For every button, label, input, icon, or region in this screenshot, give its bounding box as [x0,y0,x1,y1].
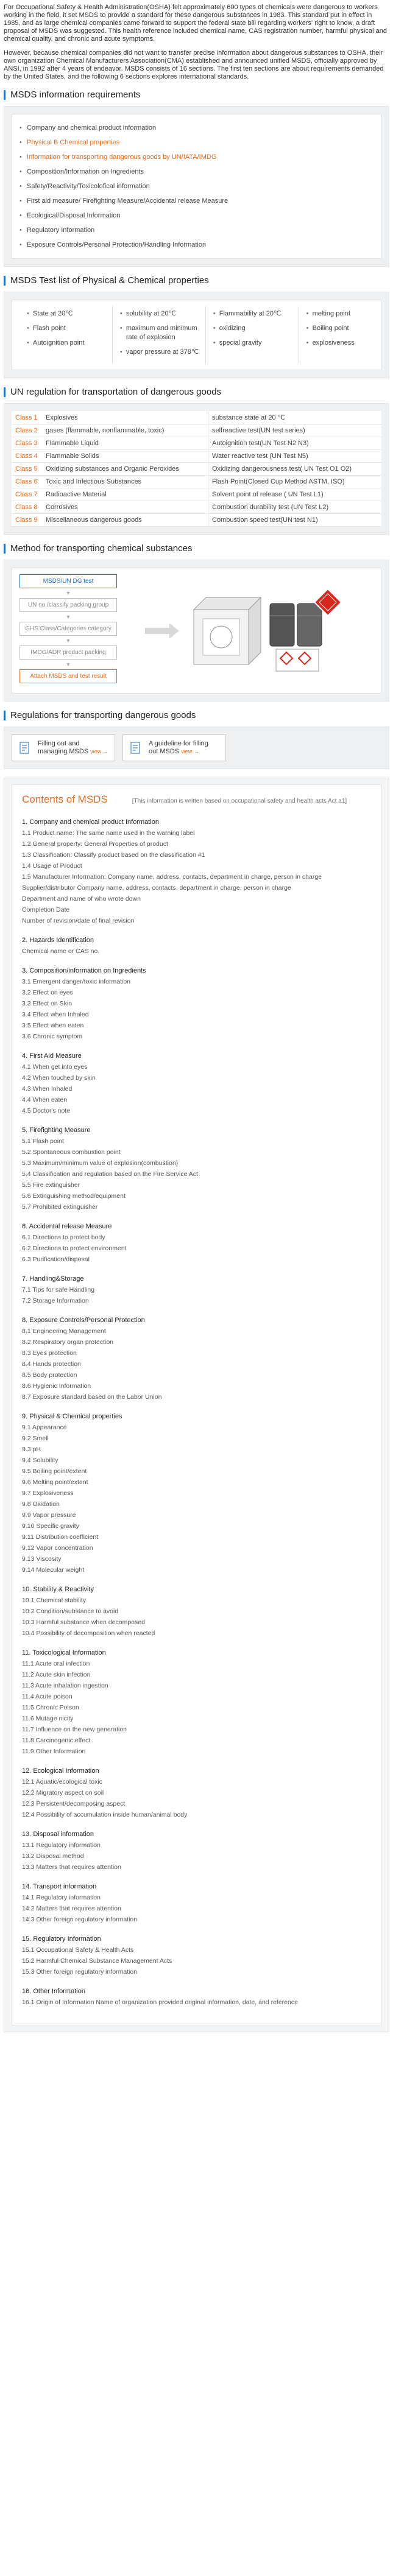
test-item: • Autoignition point [27,339,106,348]
contents-item: 3.1 Emergent danger/toxic information [22,978,131,985]
requirements-card [12,114,381,259]
contents-item: 14.1 Regulatory information [22,1894,101,1901]
contents-section-title: 13. Disposal information [22,1831,94,1838]
contents-item: 9.2 Smell [22,1435,49,1442]
requirement-item: • Information for transporting dangerous goods by UN/IATA/IMDG [19,150,374,164]
un-test-name: Autoignition test(UN Test N2 N3) [208,437,382,450]
un-class-name: Miscellaneous dangerous goods [42,514,208,527]
step-arrow-icon: ▼ [65,590,71,596]
regulation-link-button[interactable] [122,734,226,761]
un-class-label: Class 8 [12,501,42,514]
step-arrow-icon: ▼ [65,638,71,644]
heading-bar-icon [4,90,5,100]
contents-item: 7.1 Tips for safe Handling [22,1286,95,1293]
contents-note: [This information is written based on occupational safety and health acts Act a1] [132,798,347,804]
heading-bar-icon [4,276,5,286]
contents-item: 3.5 Effect when eaten [22,1022,84,1029]
un-title: UN regulation for transportation of dangerous goods [10,387,222,397]
contents-section-title: 11. Toxicological Information [22,1649,106,1656]
contents-item: 3.6 Chronic symptom [22,1033,83,1040]
method-title: Method for transporting chemical substances [10,543,193,554]
contents-section-title: 12. Ecological Information [22,1767,99,1775]
test-item: • vapor pressure at 378℃ [120,348,199,357]
test-column [299,306,374,364]
contents-section [22,1829,371,1873]
contents-section-title: 15. Regulatory Information [22,1935,101,1943]
tests-card [12,300,381,370]
contents-item: 11.6 Mutage nicity [22,1715,74,1722]
contents-item: 9.7 Explosiveness [22,1490,74,1497]
contents-item: 1.3 Classification: Classify product based on the classification #1 [22,851,205,859]
contents-section [22,1584,371,1639]
contents-item: Supplier/distributor Company name, address, contacts, department in charge, person in charge [22,884,291,892]
method-heading [4,543,389,554]
contents-item: 10.3 Harmful substance when decomposed [22,1619,145,1626]
contents-section-title: 10. Stability & Reactivity [22,1586,94,1593]
contents-item: 6.1 Directions to protect body [22,1234,105,1241]
un-test-name: Combustion speed test(UN test N1) [208,514,382,527]
requirement-item: • Ecological/Disposal Information [19,208,374,223]
un-test-name: Oxidizing dangerousness test( UN Test O1 O2) [208,463,382,476]
contents-section-title: 5. Firefighting Measure [22,1127,91,1134]
regulation-link-button[interactable] [12,734,115,761]
test-column [206,306,299,364]
contents-section [22,1221,371,1265]
requirement-item: • Company and chemical product information [19,121,374,135]
contents-section [22,1315,371,1402]
view-link[interactable]: view → [90,748,108,755]
method-step: Attach MSDS and test result [19,669,117,683]
contents-item: 13.1 Regulatory information [22,1842,101,1849]
contents-section-title: 9. Physical & Chemical properties [22,1413,122,1420]
contents-item: 4.4 When eaten [22,1096,68,1103]
un-test-name: Solvent point of release ( UN Test L1) [208,488,382,501]
contents-item: 9.12 Vapor concentration [22,1544,93,1552]
contents-item: 8.1 Engineering Management [22,1328,106,1335]
contents-item: 8.3 Eyes protection [22,1350,77,1357]
contents-item: 11.3 Acute inhalation ingestion [22,1682,108,1689]
contents-item: 5.4 Classification and regulation based on the Fire Service Act [22,1170,198,1178]
un-row [12,463,381,476]
test-item: • solubility at 20℃ [120,309,199,318]
contents-item: 10.4 Possibility of decomposition when reacted [22,1630,155,1637]
contents-item: 5.6 Extinguishing method/equipment [22,1192,126,1200]
un-row [12,488,381,501]
contents-item: 5.7 Prohibited extinguisher [22,1203,98,1211]
un-class-label: Class 2 [12,424,42,437]
contents-item: 9.9 Vapor pressure [22,1511,76,1519]
regulation-link-label: Filling out and managing MSDS [38,740,91,755]
contents-section-title: 6. Accidental release Measure [22,1223,112,1230]
contents-section [22,1273,371,1306]
contents-item: 3.3 Effect on Skin [22,1000,73,1007]
contents-item: 5.5 Fire extinguisher [22,1181,80,1189]
tests-heading [4,275,389,286]
tests-grid [19,306,374,364]
requirements-heading [4,90,389,100]
contents-item: 5.1 Flash point [22,1138,64,1145]
test-item: • oxidizing [213,324,292,333]
requirement-item: • Safety/Reactivity/Toxicolofical information [19,179,374,194]
un-class-label: Class 7 [12,488,42,501]
contents-item: 11.1 Acute oral infection [22,1660,90,1667]
un-class-name: Corrosives [42,501,208,514]
regulation-link-text [38,740,108,756]
regulation-link-text [149,740,219,756]
un-row [12,514,381,527]
contents-item: 8.7 Exposure standard based on the Labor Union [22,1393,162,1401]
contents-item: 7.2 Storage Information [22,1297,89,1304]
contents-item: 10.2 Condition/substance to avoid [22,1608,119,1615]
intro-paragraph-2: However, because chemical companies did not want to transfer precise information about dangerous substances to OSHA, their own organization Chemical Manufacturers Association(CMA) established and announced unified MSDS, officially approved by ANSI, in 1992 after 4 years of endeavor. MSDS consists of 16 sections. The first ten sections are about requirements demanded by the United States, and the following 6 sections explores international standards. [4,49,384,80]
contents-item: 10.1 Chemical stability [22,1597,87,1604]
contents-section [22,1647,371,1757]
test-item: • State at 20℃ [27,309,106,318]
contents-section [22,965,371,1042]
step-arrow-icon: ▼ [65,661,71,667]
contents-section [22,1050,371,1116]
un-class-name: Radioactive Material [42,488,208,501]
contents-item: 8.5 Body protection [22,1371,77,1379]
test-item: • Flammability at 20℃ [213,309,292,318]
test-item: • maximum and minimum rate of explosion [120,324,199,342]
contents-section-title: 16. Other Information [22,1988,85,1995]
un-class-name: gases (flammable, nonflammable, toxic) [42,424,208,437]
contents-item: 15.3 Other foreign regulatory information [22,1968,138,1976]
requirement-item: • Composition/Information on Ingredients [19,164,374,179]
un-class-name: Flammable Liquid [42,437,208,450]
requirement-item: • Physical B Chemical properties [19,135,374,150]
contents-item: 12.4 Possibility of accumulation inside human/animal body [22,1811,188,1818]
intro [0,0,393,81]
test-item: • melting point [306,309,367,318]
test-item: • Flash point [27,324,106,333]
un-class-name: Explosives [42,411,208,424]
method-card [12,568,381,694]
contents-item: 11.5 Chronic Poison [22,1704,79,1711]
contents-section-title: 4. First Aid Measure [22,1052,82,1060]
contents-section [22,1411,371,1575]
contents-item: 3.4 Effect when Inhaled [22,1011,89,1018]
contents-item: 11.9 Other Information [22,1748,86,1755]
contents-item: 9.8 Oxidation [22,1501,60,1508]
requirements-title: MSDS information requirements [10,90,141,100]
un-row [12,501,381,514]
method-step: UN no./classify packing group [19,598,117,612]
regulations-buttons [12,734,381,761]
contents-item: 14.3 Other foreign regulatory information [22,1916,138,1923]
un-test-name: Flash Point(Closed Cup Method ASTM, ISO) [208,476,382,488]
step-arrow-icon: ▼ [65,614,71,620]
un-row [12,450,381,463]
un-class-label: Class 6 [12,476,42,488]
contents-body [22,817,371,2008]
view-link[interactable]: view → [181,748,199,755]
contents-item: 6.2 Directions to protect environment [22,1245,127,1252]
contents-item: 12.2 Migratory aspect on soil [22,1789,104,1797]
contents-item: 5.3 Maximum/minimum value of explosion(combustion) [22,1160,179,1167]
requirement-item: • Regulatory Information [19,223,374,238]
un-row [12,424,381,437]
method-step: IMDG/ADR product packing [19,646,117,660]
method-illustration [117,585,374,677]
contents-item: 13.2 Disposal method [22,1853,84,1860]
contents-section [22,1986,371,2008]
contents-item: 11.8 Carcinogenic effect [22,1737,91,1744]
contents-item: 15.1 Occupational Safety & Health Acts [22,1946,134,1954]
contents-item: 8.6 Hygienic Information [22,1382,91,1390]
requirements-list [19,121,374,252]
contents-item: 9.3 pH [22,1446,41,1453]
requirement-item: • First aid measure/ Firefighting Measure/Accidental release Measure [19,194,374,208]
regulations-panel [4,727,389,769]
contents-item: 9.10 Specific gravity [22,1522,79,1530]
guideline-icon [129,741,143,755]
contents-item: Completion Date [22,906,70,913]
method-step: GHS Class/Categories category [19,622,117,636]
contents-item: 6.3 Purification/disposal [22,1256,90,1263]
contents-item: 1.5 Manufacturer Information: Company name, address, contacts, department in charge, person in charge [22,873,322,881]
contents-item: 11.2 Acute skin infection [22,1671,91,1678]
un-panel [4,403,389,535]
requirement-item: • Exposure Controls/Personal Protection/Handling Information [19,238,374,252]
regulation-link-label: A guideline for filling out MSDS [149,740,208,755]
contents-item: 8.2 Respiratory organ protection [22,1339,113,1346]
un-test-name: selfreactive test(UN test series) [208,424,382,437]
un-class-name: Oxidizing substances and Organic Peroxides [42,463,208,476]
tests-panel [4,292,389,378]
contents-title: Contents of MSDS [22,794,108,805]
un-class-label: Class 4 [12,450,42,463]
contents-section-title: 7. Handling&Storage [22,1275,84,1283]
contents-item: 9.6 Melting point/extent [22,1479,88,1486]
contents-item: 12.1 Aquatic/ecological toxic [22,1778,102,1786]
contents-item: 9.5 Boiling point/extent [22,1468,87,1475]
test-column [113,306,206,364]
contents-section [22,817,371,926]
contents-section [22,1765,371,1820]
un-test-name: Water reactive test (UN Test N5) [208,450,382,463]
contents-item: 1.4 Usage of Product [22,862,82,870]
test-item: • explosiveness [306,339,367,348]
contents-item: 14.2 Matters that requires attention [22,1905,121,1912]
method-step: MSDS/UN DG test [19,574,117,588]
un-class-label: Class 9 [12,514,42,527]
contents-section-title: 2. Hazards Identification [22,937,94,944]
contents-section [22,1125,371,1212]
un-class-name: Flammable Solids [42,450,208,463]
contents-item: Number of revision/date of final revision [22,917,135,924]
document-icon [18,741,32,755]
un-class-label: Class 1 [12,411,42,424]
un-class-name: Toxic and Infectious Substances [42,476,208,488]
packaging-illustration-icon [145,585,346,677]
contents-item: 5.2 Spontaneous combustion point [22,1149,121,1156]
test-item: • special gravity [213,339,292,348]
un-row [12,437,381,450]
contents-item: 4.1 When get into eyes [22,1063,88,1071]
contents-item: 16.1 Origin of Information Name of organization provided original information, date, and reference [22,1999,298,2006]
contents-item: 1.2 General property: General Properties of product [22,840,168,848]
contents-item: 9.14 Molecular weight [22,1566,85,1574]
contents-section [22,1934,371,1977]
contents-item: Chemical name or CAS no. [22,948,100,955]
contents-section-title: 8. Exposure Controls/Personal Protection [22,1317,145,1324]
regulations-title: Regulations for transporting dangerous goods [10,710,196,720]
contents-item: 9.13 Viscosity [22,1555,62,1563]
contents-section [22,1881,371,1925]
contents-item: 11.4 Acute poison [22,1693,73,1700]
contents-item: 4.5 Doctor's note [22,1107,71,1114]
contents-item: 13.3 Matters that requires attention [22,1863,121,1871]
contents-item: 3.2 Effect on eyes [22,989,73,996]
un-test-name: Combustion durability test (UN Test L2) [208,501,382,514]
contents-panel [4,778,389,2032]
contents-item: 9.4 Solubility [22,1457,58,1464]
method-steps [19,574,117,687]
un-table [12,411,381,527]
heading-bar-icon [4,544,5,554]
contents-item: 11.7 Influence on the new generation [22,1726,127,1733]
intro-paragraph-1: For Occupational Safety & Health Administration(OSHA) felt approximately 600 types of chemicals were dangerous to workers working in the field, it set MSDS to provide a standard for these dangerous substances in 1983. This standard put in effect in 1985, and as large chemical companies came forward to support the federal state bill regarding workers' right to know, a draft proposal of MSDS was suggested. This health reference included chemical name, CAS registration number, harmful physical and chemical quality, and chronic and acute symptoms. [4,4,387,43]
contents-section-title: 3. Composition/information on Ingredients [22,967,146,974]
contents-section-title: 1. Company and chemical product Information [22,818,160,826]
contents-item: Department and name of who wrote down [22,895,141,903]
heading-bar-icon [4,711,5,720]
method-panel [4,560,389,702]
contents-item: 1.1 Product name: The same name used in the warning label [22,829,195,837]
un-class-label: Class 3 [12,437,42,450]
contents-header [22,794,371,806]
un-test-name: substance state at 20 ℃ [208,411,382,424]
contents-item: 9.1 Appearance [22,1424,67,1431]
contents-section-title: 14. Transport information [22,1883,97,1890]
heading-bar-icon [4,387,5,397]
contents-card [12,784,381,2025]
un-row [12,476,381,488]
test-item: • Boiling point [306,324,367,333]
contents-item: 12.3 Persistent/decomposing aspect [22,1800,126,1807]
un-row [12,411,381,424]
contents-item: 4.2 When touched by skin [22,1074,96,1082]
un-class-label: Class 5 [12,463,42,476]
requirements-panel [4,106,389,267]
contents-item: 8.4 Hands protection [22,1360,81,1368]
regulations-heading [4,710,389,720]
un-heading [4,387,389,397]
contents-item: 9.11 Distribution coefficient [22,1533,99,1541]
test-column [19,306,113,364]
contents-item: 4.3 When Inhaled [22,1085,73,1093]
contents-section [22,935,371,957]
contents-item: 15.2 Harmful Chemical Substance Management Acts [22,1957,172,1965]
tests-title: MSDS Test list of Physical & Chemical properties [10,275,209,286]
